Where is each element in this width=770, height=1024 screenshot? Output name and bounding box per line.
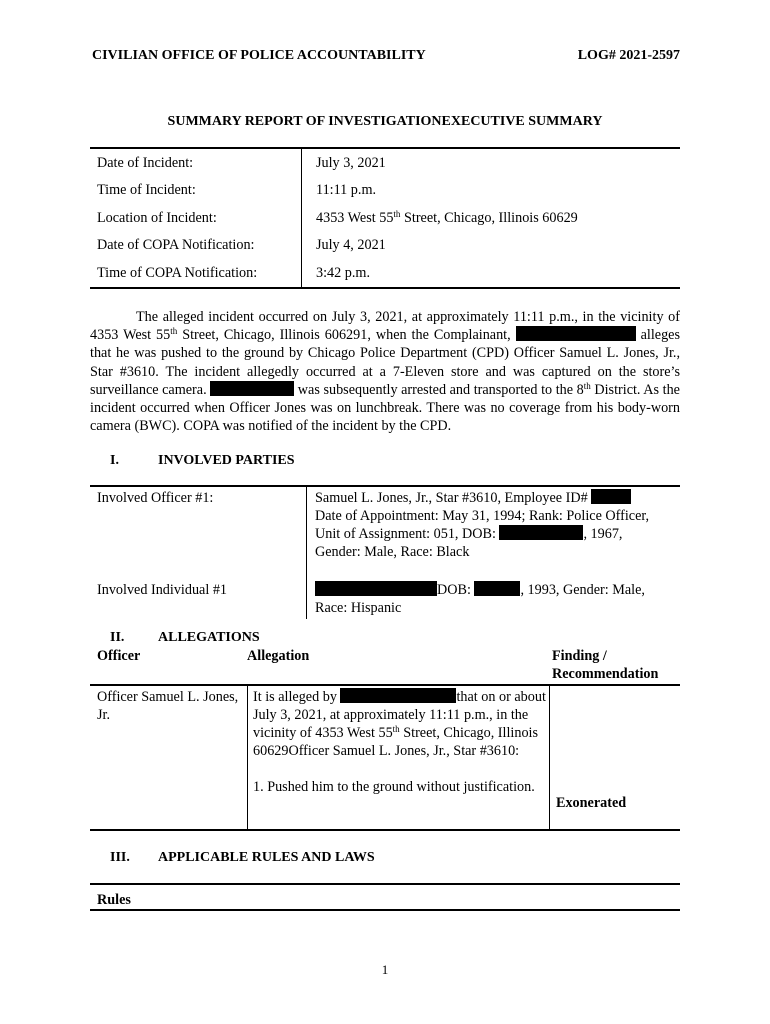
finding-value: Exonerated	[556, 795, 627, 811]
col-header-allegation: Allegation	[247, 648, 310, 664]
allegation-officer: Officer Samuel L. Jones, Jr.	[97, 689, 239, 723]
allegations-table	[90, 684, 680, 831]
redaction-box	[516, 326, 636, 341]
page-number: 1	[381, 962, 389, 977]
redaction-box	[474, 581, 520, 596]
summary-row-copa-date: Date of COPA Notification: July 4, 2021	[97, 237, 386, 254]
summary-table	[90, 147, 680, 289]
redaction-box	[340, 688, 456, 703]
report-title: SUMMARY REPORT OF INVESTIGATIONEXECUTIVE SUMMARY	[167, 114, 603, 129]
summary-row-location: Location of Incident: 4353 West 55th Street, Chicago, Illinois 60629	[97, 208, 578, 226]
section-heading-allegations: II. ALLEGATIONS	[110, 630, 260, 645]
allegation-text: It is alleged by that on or about July 3, 2021, at approximately 11:11 p.m., in the vicinity of 4353 West 55th Street, Chicago, Illinois 60629Officer Samuel L. Jones, Jr., Star #3610: 1. Pushed him to the ground without justification.	[247, 686, 550, 829]
allegation-item: 1. Pushed him to the ground without justification.	[253, 779, 535, 795]
redaction-box	[315, 581, 437, 596]
summary-row-copa-time: Time of COPA Notification: 3:42 p.m.	[97, 264, 370, 281]
party-row-officer: Involved Officer #1: Samuel L. Jones, Jr., Star #3610, Employee ID# Date of Appointment: May 31, 1994; Rank: Police Officer, Unit of Assignment: 051, DOB: , 1967, Gender: Male, Race: Black	[90, 487, 680, 579]
allegation-finding-cell	[550, 686, 680, 829]
summary-row-time: Time of Incident: 11:11 p.m.	[97, 182, 377, 199]
summary-row-date: Date of Incident: July 3, 2021	[97, 154, 386, 171]
incident-narrative: The alleged incident occurred on July 3, 2021, at approximately 11:11 p.m., in the vicinity of 4353 West 55th Street, Chicago, Illinois 606291, when the Complainant, alleges that he was pushed to the ground by Chicago Police Department (CPD) Officer Samuel L. Jones, Jr., Star #3610. The incident allegedly occurred at a 7-Eleven store and was captured on the store’s surveillance camera. was subsequently arrested and transported to the 8th District. As the incident occurred when Officer Jones was on lunchbreak. There was no coverage from his body-worn camera (BWC). COPA was notified of the incident by the CPD.	[90, 309, 680, 435]
section-heading-involved-parties: I. INVOLVED PARTIES	[110, 453, 295, 468]
section-heading-rules: III. APPLICABLE RULES AND LAWS	[110, 850, 375, 865]
col-header-finding: Finding / Recommendation	[552, 648, 659, 682]
log-number: LOG# 2021-2597	[577, 48, 680, 63]
summary-divider	[301, 149, 302, 287]
redaction-box	[499, 525, 583, 540]
rules-heading: Rules	[90, 883, 680, 911]
redaction-box	[210, 381, 294, 396]
agency-header: CIVILIAN OFFICE OF POLICE ACCOUNTABILITY	[92, 48, 426, 63]
party-row-individual: Involved Individual #1 DOB: , 1993, Gender: Male, Race: Hispanic	[90, 579, 680, 619]
redaction-box	[591, 489, 631, 504]
involved-parties-table	[90, 485, 680, 619]
col-header-officer: Officer	[97, 648, 141, 664]
